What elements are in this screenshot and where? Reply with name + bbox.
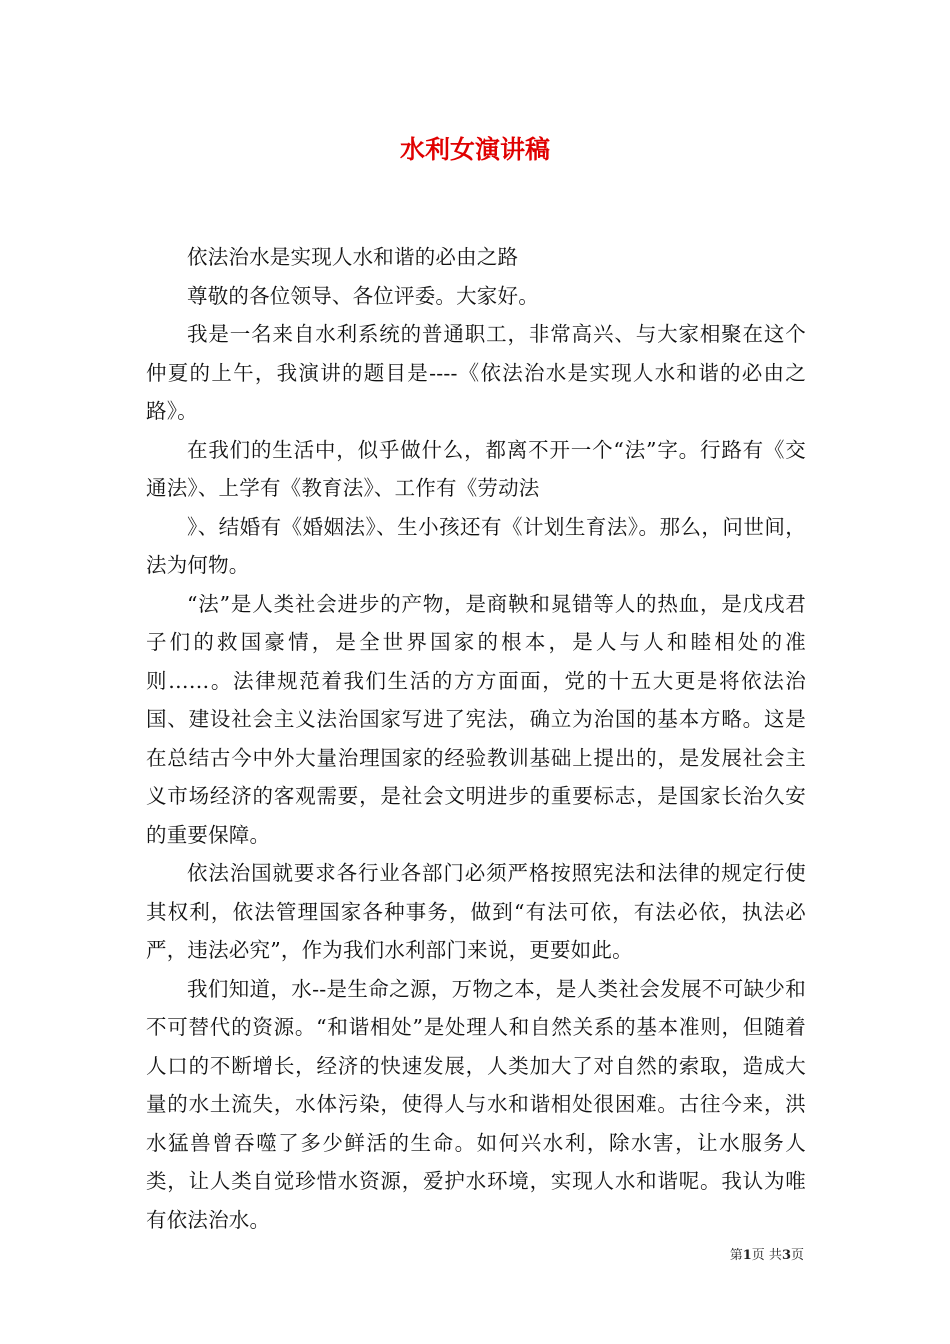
paragraph-rule-of-law: 依法治国就要求各行业各部门必须严格按照宪法和法律的规定行使其权利，依法管理国家各种事务，做到“有法可依，有法必依，执法必严，违法必究”，作为我们水利部门来说，更要如此。 — [146, 861, 806, 962]
footer-suffix: 页 — [790, 1248, 804, 1263]
page-number-footer — [730, 1247, 804, 1265]
paragraph-water-resources: 我们知道，水--是生命之源，万物之本，是人类社会发展不可缺少和不可替代的资源。“和谐相处”是处理人和自然关系的基本准则，但随着人口的不断增长，经济的快速发展，人类加大了对自然的索取，造成大量的水土流失，水体污染，使得人与水和谐相处很困难。古往今来，洪水猛兽曾吞噬了多少鲜活的生命。如何兴水利，除水害，让水服务人类，让人类自觉珍惜水资源，爱护水环境，实现人水和谐呢。我认为唯有依法治水。 — [146, 976, 806, 1232]
paragraph-introduction: 我是一名来自水利系统的普通职工，非常高兴、与大家相聚在这个仲夏的上午，我演讲的题目是----《依法治水是实现人水和谐的必由之路》。 — [146, 322, 806, 423]
footer-prefix: 第 — [729, 1248, 743, 1263]
paragraph-law-examples: 在我们的生活中，似乎做什么，都离不开一个“法”字。行路有《交通法》、上学有《教育法》、工作有《劳动法 — [146, 437, 806, 500]
paragraph-law-examples-continued: 》、结婚有《婚姻法》、生小孩还有《计划生育法》。那么，问世间，法为何物。 — [146, 514, 806, 577]
footer-middle: 页 共 — [751, 1248, 782, 1263]
document-title: 水利女演讲稿 — [399, 135, 550, 164]
document-body — [146, 238, 806, 1239]
paragraph-speech-subtitle: 依法治水是实现人水和谐的必由之路 — [187, 245, 519, 269]
footer-total-pages: 3 — [781, 1248, 791, 1263]
footer-current-page: 1 — [742, 1248, 752, 1263]
paragraph-greeting: 尊敬的各位领导、各位评委。大家好。 — [187, 283, 539, 308]
paragraph-what-is-law: “法”是人类社会进步的产物，是商鞅和晁错等人的热血，是戊戌君子们的救国豪情，是全世界国家的根本，是人与人和睦相处的准则……。法律规范着我们生活的方方面面，党的十五大更是将依法治国、建设社会主义法治国家写进了宪法，确立为治国的基本方略。这是在总结古今中外大量治理国家的经验教训基础上提出的，是发展社会主义市场经济的客观需要，是社会文明进步的重要标志，是国家长治久安的重要保障。 — [146, 591, 806, 847]
